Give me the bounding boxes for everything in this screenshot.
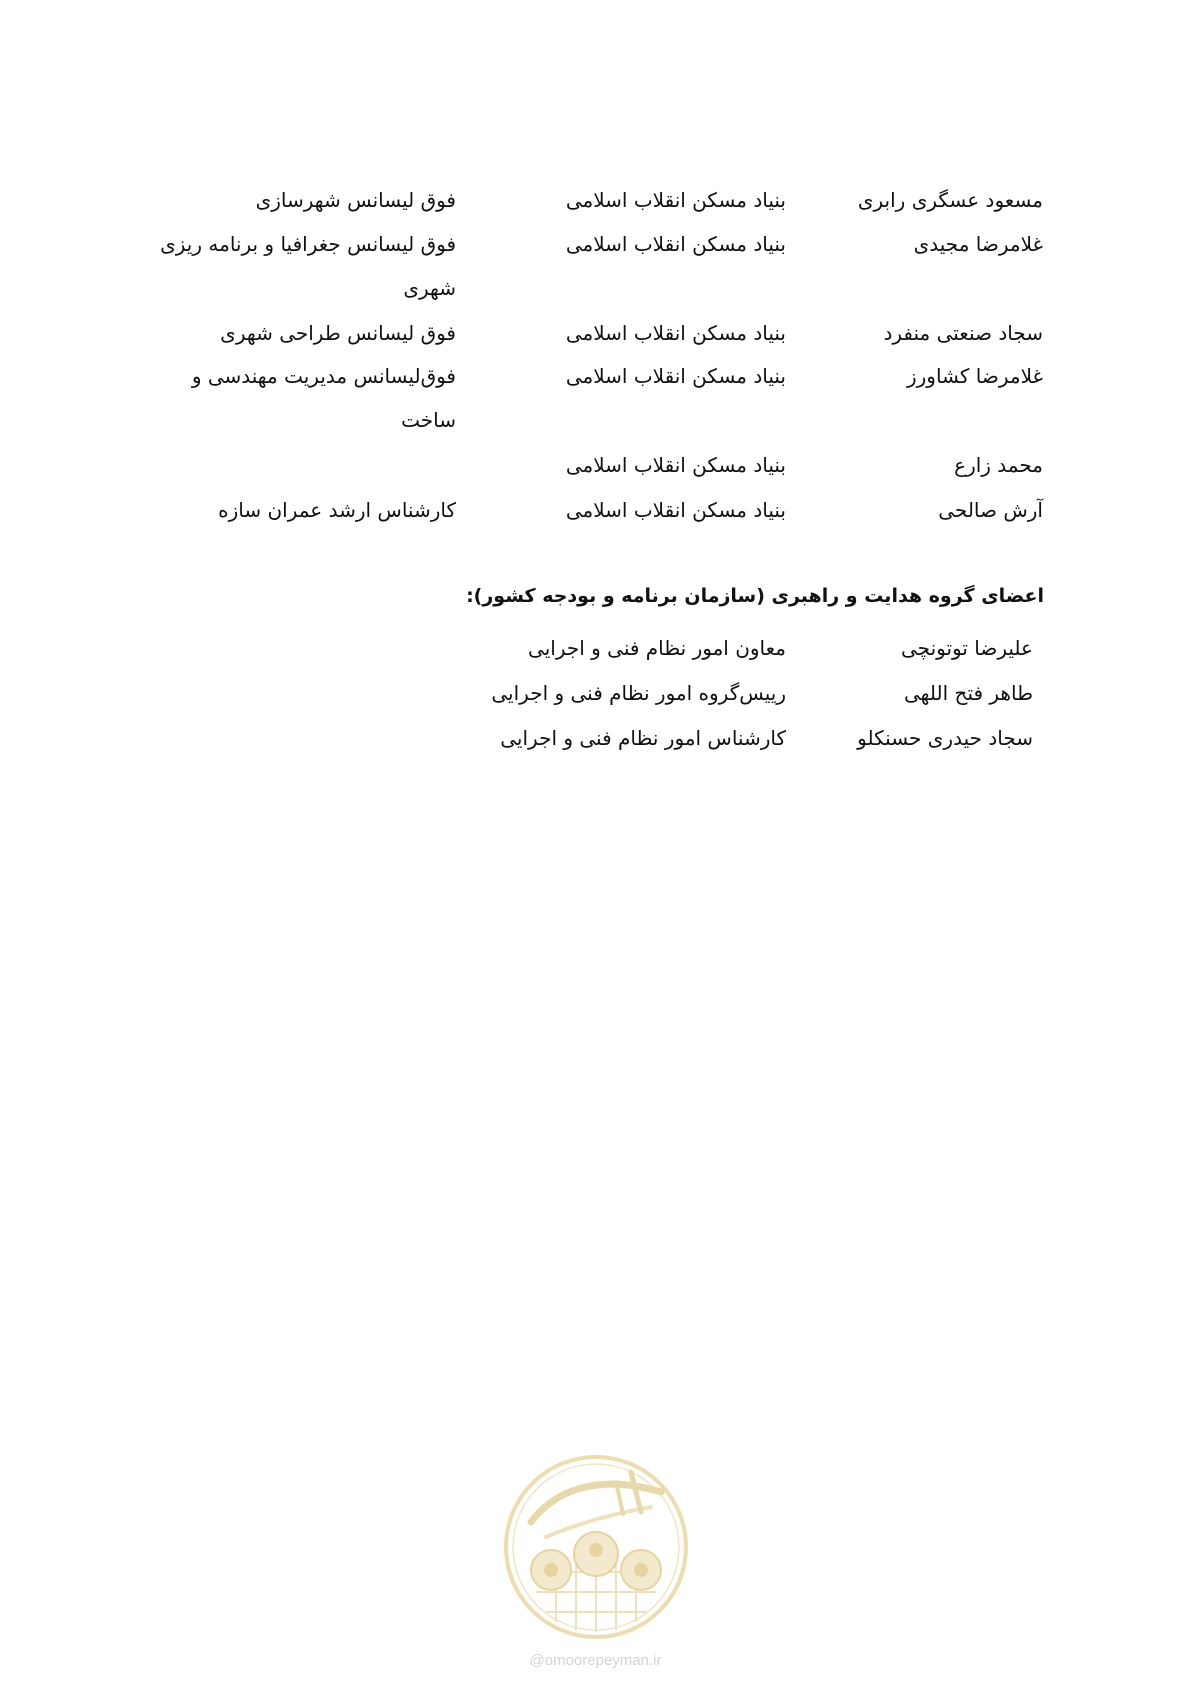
member-name: غلامرضا کشاورز bbox=[906, 364, 1043, 388]
guidance-member-row bbox=[0, 671, 1191, 715]
member-row bbox=[0, 488, 1191, 532]
member-organization: بنیاد مسکن انقلاب اسلامی bbox=[565, 498, 786, 522]
member-row bbox=[0, 178, 1191, 222]
member-row bbox=[0, 354, 1191, 432]
member-row bbox=[0, 311, 1191, 355]
member-organization: بنیاد مسکن انقلاب اسلامی bbox=[565, 364, 786, 388]
guidance-member-row bbox=[0, 626, 1191, 670]
guidance-group-title: اعضای گروه هدایت و راهبری (سازمان برنامه و بودجه کشور): bbox=[466, 585, 1044, 607]
member-organization: بنیاد مسکن انقلاب اسلامی bbox=[565, 188, 786, 212]
member-name: سجاد صنعتی منفرد bbox=[883, 321, 1043, 345]
member-row bbox=[0, 222, 1191, 300]
guidance-member-role: کارشناس امور نظام فنی و اجرایی bbox=[500, 726, 786, 750]
guidance-member-name: طاهر فتح اللهی bbox=[904, 681, 1033, 705]
member-degree: فوق‌لیسانس مدیریت مهندسی و ساخت bbox=[191, 364, 456, 432]
member-name: محمد زارع bbox=[954, 453, 1043, 477]
member-name: غلامرضا مجیدی bbox=[913, 232, 1043, 256]
member-name: آرش صالحی bbox=[938, 498, 1043, 522]
member-degree: فوق لیسانس طراحی شهری bbox=[220, 321, 456, 345]
guidance-member-row bbox=[0, 716, 1191, 760]
member-organization: بنیاد مسکن انقلاب اسلامی bbox=[565, 321, 786, 345]
watermark-url: @omoorepeyman.ir bbox=[529, 1652, 662, 1669]
member-row bbox=[0, 443, 1191, 487]
guidance-member-role: رییس‌گروه امور نظام فنی و اجرایی bbox=[491, 681, 786, 705]
member-degree: کارشناس ارشد عمران سازه bbox=[218, 498, 456, 522]
watermark-logo bbox=[501, 1452, 691, 1642]
guidance-member-name: علیرضا توتونچی bbox=[900, 636, 1033, 660]
guidance-member-name: سجاد حیدری حسنکلو bbox=[857, 726, 1033, 750]
guidance-member-role: معاون امور نظام فنی و اجرایی bbox=[528, 636, 786, 660]
member-degree: فوق لیسانس شهرسازی bbox=[255, 188, 456, 212]
member-name: مسعود عسگری رابری bbox=[857, 188, 1043, 212]
member-organization: بنیاد مسکن انقلاب اسلامی bbox=[565, 453, 786, 477]
member-degree: فوق لیسانس جغرافیا و برنامه ریزی شهری bbox=[160, 232, 456, 300]
member-organization: بنیاد مسکن انقلاب اسلامی bbox=[565, 232, 786, 256]
